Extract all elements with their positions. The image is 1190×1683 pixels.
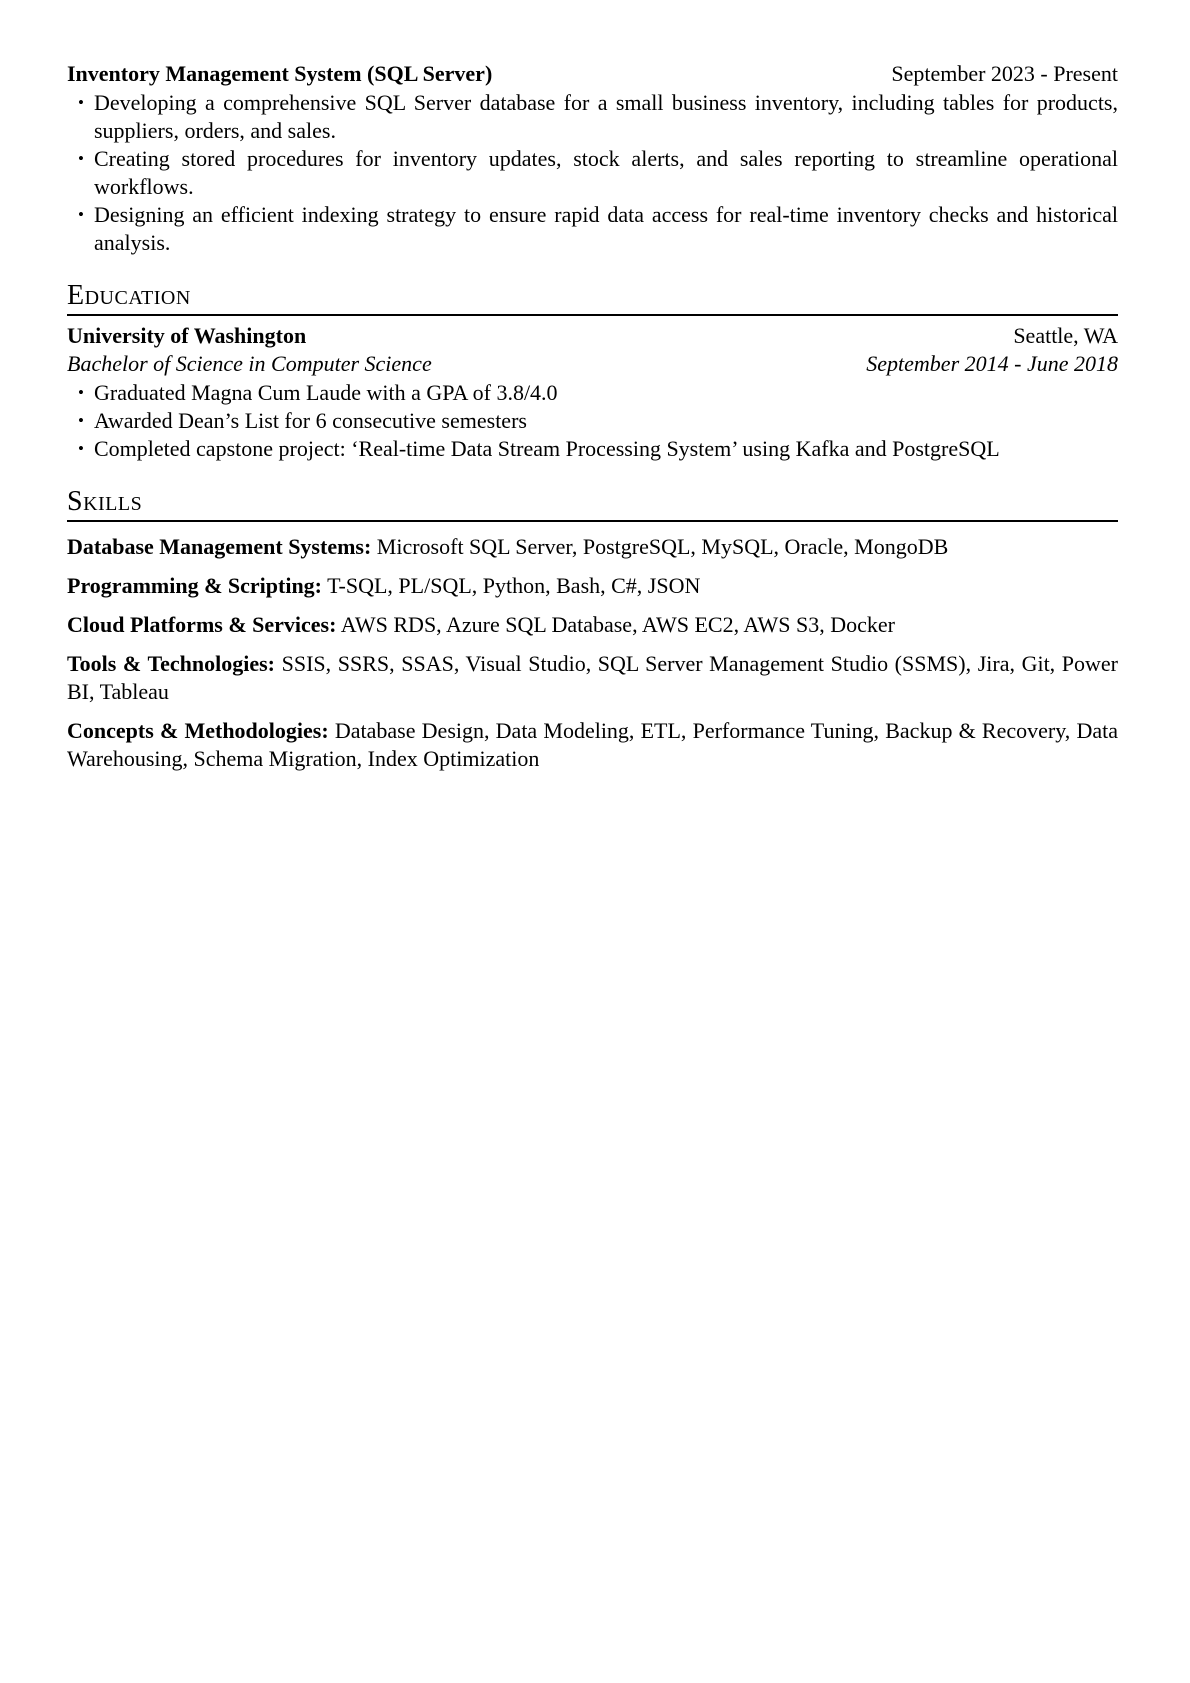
bullet-icon: • bbox=[78, 149, 84, 168]
bullet-icon: • bbox=[78, 205, 84, 224]
skill-item bbox=[67, 611, 1118, 639]
bullet-icon: • bbox=[78, 383, 84, 402]
education-school-row bbox=[67, 322, 1118, 350]
bullet-icon: • bbox=[78, 439, 84, 458]
bullet-icon: • bbox=[78, 93, 84, 112]
skill-item bbox=[67, 572, 1118, 600]
project-bullet-text: Developing a comprehensive SQL Server database for a small business inventory, including tables for products, suppliers, orders, and sales. bbox=[94, 90, 1118, 143]
skill-value: SSIS, SSRS, SSAS, Visual Studio, SQL Server Management Studio (SSMS), Jira, Git, Power BI, Tableau bbox=[67, 651, 1118, 704]
skill-value: Database Design, Data Modeling, ETL, Performance Tuning, Backup & Recovery, Data Warehousing, Schema Migration, Index Optimization bbox=[67, 718, 1118, 771]
project-bullet bbox=[67, 145, 1118, 201]
project-bullet bbox=[67, 201, 1118, 257]
education-bullet bbox=[67, 379, 1118, 407]
education-bullet-text: Completed capstone project: ‘Real-time Data Stream Processing System’ using Kafka and PostgreSQL bbox=[94, 436, 1000, 461]
project-header-row bbox=[67, 60, 1118, 88]
education-bullet-text: Graduated Magna Cum Laude with a GPA of 3.8/4.0 bbox=[94, 380, 558, 405]
project-bullet-list bbox=[67, 89, 1118, 257]
education-bullet-text: Awarded Dean’s List for 6 consecutive semesters bbox=[94, 408, 527, 433]
bullet-icon: • bbox=[78, 411, 84, 430]
education-bullet bbox=[67, 435, 1118, 463]
school-location: Seattle, WA bbox=[1013, 323, 1118, 348]
skill-item bbox=[67, 533, 1118, 561]
skill-label: Cloud Platforms & Services: bbox=[67, 612, 337, 637]
education-degree-row bbox=[67, 350, 1118, 378]
skill-item bbox=[67, 717, 1118, 773]
project-title: Inventory Management System (SQL Server) bbox=[67, 61, 493, 86]
skill-value: Microsoft SQL Server, PostgreSQL, MySQL, Oracle, MongoDB bbox=[376, 534, 949, 559]
education-bullet bbox=[67, 407, 1118, 435]
degree-name: Bachelor of Science in Computer Science bbox=[67, 351, 432, 376]
project-bullet-text: Creating stored procedures for inventory updates, stock alerts, and sales reporting to streamline operational workflows. bbox=[94, 146, 1118, 199]
education-section bbox=[67, 281, 1118, 463]
skills-section bbox=[67, 487, 1118, 773]
skill-label: Tools & Technologies: bbox=[67, 651, 275, 676]
school-name: University of Washington bbox=[67, 323, 307, 348]
skill-label: Programming & Scripting: bbox=[67, 573, 323, 598]
project-dates: September 2023 - Present bbox=[891, 61, 1118, 86]
education-heading: Education bbox=[67, 281, 1118, 316]
skills-heading: Skills bbox=[67, 487, 1118, 522]
project-bullet-text: Designing an efficient indexing strategy to ensure rapid data access for real-time inventory checks and historical analysis. bbox=[94, 202, 1118, 255]
skill-item bbox=[67, 650, 1118, 706]
education-bullet-list bbox=[67, 379, 1118, 463]
skill-value: T-SQL, PL/SQL, Python, Bash, C#, JSON bbox=[327, 573, 701, 598]
skill-value: AWS RDS, Azure SQL Database, AWS EC2, AWS S3, Docker bbox=[340, 612, 895, 637]
education-dates: September 2014 - June 2018 bbox=[866, 351, 1118, 376]
skill-label: Database Management Systems: bbox=[67, 534, 372, 559]
project-bullet bbox=[67, 89, 1118, 145]
skill-label: Concepts & Methodologies: bbox=[67, 718, 329, 743]
project-entry bbox=[67, 60, 1118, 257]
education-entry bbox=[67, 322, 1118, 463]
